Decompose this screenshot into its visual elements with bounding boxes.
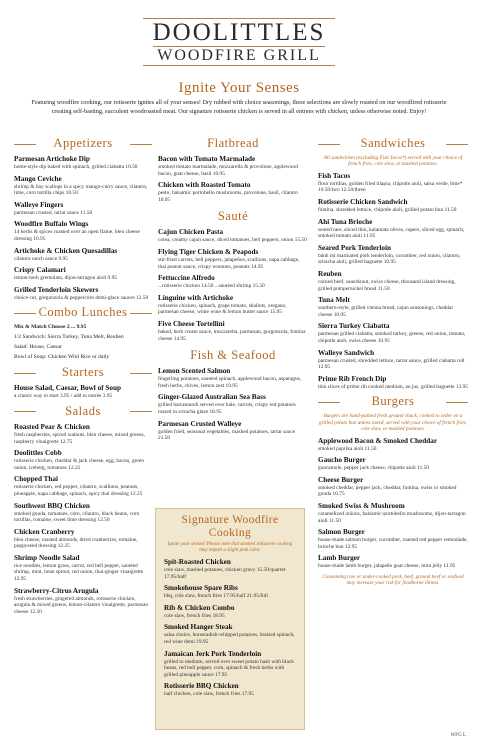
menu-item bbox=[318, 270, 468, 292]
menu-item-description: parmesan crusted, tartar sauce 11.50 bbox=[14, 209, 93, 216]
flatbread-heading: Flatbread bbox=[207, 136, 259, 150]
signature-list bbox=[164, 558, 296, 698]
menu-item-name: Parmesan Artichoke Dip bbox=[14, 155, 90, 163]
combo-sandwich: 1/2 Sandwich: Sierra Turkey, Tuna Melt, Reuben bbox=[14, 334, 124, 341]
menu-item bbox=[318, 322, 468, 344]
menu-item-name: Spit-Roasted Chicken bbox=[164, 558, 231, 566]
menu-item bbox=[14, 266, 152, 282]
sandwiches-note: All sandwiches (excluding Fish Tacos*) served with your choice of french fries, cole slaw, or mashed potatoes. bbox=[323, 155, 463, 168]
menu-item-name: Southwest BBQ Chicken bbox=[14, 501, 90, 510]
menu-item-description: cole slaw, french fries 18.95 bbox=[164, 612, 225, 619]
saute-heading: Sauté bbox=[217, 209, 249, 224]
menu-item-name: Sierra Turkey Ciabatta bbox=[318, 322, 390, 331]
menu-item-name: Mango Ceviche bbox=[14, 174, 62, 183]
menu-item-name: Tuna Melt bbox=[318, 296, 350, 305]
menu-item-name: Prime Rib French Dip bbox=[318, 374, 387, 383]
menu-item bbox=[318, 456, 468, 472]
menu-item-name: Parmesan Crusted Walleye bbox=[158, 419, 242, 428]
left-column bbox=[14, 136, 152, 619]
menu-item bbox=[14, 286, 152, 302]
menu-item-name: Chicken with Roasted Tomato bbox=[158, 181, 251, 190]
menu-item-description: cole slaw, mashed potatoes, chicken gravy 15.50/quarter 17.95/half bbox=[164, 567, 286, 580]
flatbread-list bbox=[158, 155, 308, 203]
menu-item-description: flour tortillas, golden fried tilapia, chipotle aioli, salsa verde, lime* 10.50/two 12.50/three bbox=[318, 180, 463, 194]
menu-item-name: Shrimp Noodle Salad bbox=[14, 553, 80, 562]
salads-heading: Salads bbox=[14, 404, 152, 419]
menu-item bbox=[14, 502, 152, 524]
sandwiches-heading: Sandwiches bbox=[318, 136, 468, 151]
appetizers-heading: Appetizers bbox=[14, 136, 152, 151]
menu-item-name: Strawberry-Citrus Arugula bbox=[14, 586, 99, 595]
menu-item-name: Walleye Fingers bbox=[14, 200, 64, 209]
menu-item-description: smoked cheddar, pepper jack, cheddar, fontina, swiss or smoked gouda 10.75 bbox=[318, 484, 457, 498]
menu-item-description: caramelized onions, balsamic-portobello mushrooms, dijon-tarragon aioli 11.50 bbox=[318, 510, 466, 524]
menu-item bbox=[158, 155, 308, 177]
menu-item-name: Lemon Scented Salmon bbox=[158, 367, 231, 376]
menu-item-description: guacamole, pepper jack cheese, chipotle aioli 11.50 bbox=[318, 465, 430, 472]
menu-item bbox=[14, 554, 152, 583]
menu-item bbox=[318, 349, 468, 371]
logo-subtitle: WOODFIRE GRILL bbox=[153, 46, 326, 65]
menu-item-name: Artichoke & Chicken Quesadillas bbox=[14, 246, 118, 255]
menu-item-name: Lamb Burger bbox=[318, 554, 361, 563]
restaurant-header bbox=[0, 18, 478, 66]
starters-heading: Starters bbox=[14, 365, 152, 380]
middle-column bbox=[158, 136, 308, 446]
burgers-list bbox=[318, 437, 468, 570]
menu-item bbox=[14, 175, 152, 197]
salads-list bbox=[14, 423, 152, 616]
menu-item-description: rotisserie chicken, spinach, grape tomato, shallots, oregano, parmesan cheese, white wine & lemon butter sauce 15.95 bbox=[158, 302, 287, 316]
menu-item-name: Walleye Sandwich bbox=[318, 348, 375, 357]
menu-item-name: Smokehouse Spare Ribs bbox=[164, 584, 238, 593]
menu-item-description: baked, herb cream sauce, mozzarella, parmesan, gorgonzola, fontina cheese 14.95 bbox=[158, 328, 306, 342]
menu-item-description: corned beef, sauerkraut, swiss cheese, thousand island dressing, grilled pumpernickel bread 11.50 bbox=[318, 278, 456, 292]
menu-item-description: ...rotisserie chicken 14.50 ...sautéed shrimp 15.50 bbox=[158, 283, 265, 290]
signature-heading: Signature Woodfire Cooking bbox=[181, 514, 279, 539]
seafood-list bbox=[158, 367, 308, 442]
appetizers-list bbox=[14, 155, 152, 301]
menu-item-description: grilled barramundi served over kale, carrots, crispy red potatoes tossed in sriracha glaze 18.95 bbox=[158, 402, 296, 415]
menu-item-name: Woodfire Buffalo Wings bbox=[14, 220, 89, 229]
menu-item-name: Chopped Thai bbox=[14, 475, 59, 484]
menu-item bbox=[158, 420, 308, 442]
menu-item bbox=[158, 248, 308, 270]
combo-salad: Salad: House, Caesar bbox=[14, 344, 62, 351]
combo-soup: Bowl of Soup: Chicken Wild Rice or daily bbox=[14, 354, 110, 361]
menu-item-description: parmesan crusted, shredded lettuce, tartar sauce, grilled ciabatta roll 12.95 bbox=[318, 357, 465, 371]
menu-item-name: Rotisserie BBQ Chicken bbox=[164, 682, 239, 691]
menu-item-name: Five Cheese Tortellini bbox=[158, 319, 225, 328]
menu-item bbox=[318, 375, 468, 391]
sandwiches-list bbox=[318, 172, 468, 391]
menu-item-name: Fish Tacos bbox=[318, 171, 351, 180]
menu-item bbox=[14, 201, 152, 217]
menu-item-description: bánh mì marinated pork tenderloin, cucumber, red onion, cilantro, sriracha aioli, grilled baguette 10.95 bbox=[318, 252, 461, 266]
menu-item-description: cilantro ranch sauce 9.95 bbox=[14, 255, 68, 262]
menu-item-name: Applewood Bacon & Smoked Cheddar bbox=[318, 436, 438, 445]
menu-item-description: half chicken, cole slaw, french fries 17.95 bbox=[164, 691, 254, 698]
menu-item-description: southern-style, grilled vienna bread, cajun seasonings, cheddar cheese 10.95 bbox=[318, 305, 454, 318]
menu-item-description: stir-fried carrots, bell peppers, jalapeños, scallions, napa cabbage, thai peanut sauce, crispy wontons, peanuts 14.95 bbox=[158, 256, 300, 270]
menu-item bbox=[164, 604, 296, 620]
menu-item bbox=[158, 320, 308, 342]
menu-item-description: smoked tomato marmalade, mozzarella & provolone, applewood bacon, goat cheese, basil 10.95 bbox=[158, 164, 298, 177]
menu-item-name: Jamaican Jerk Pork Tenderloin bbox=[164, 649, 262, 658]
burgers-note: Burgers are hand-pattied fresh ground chuck, cooked to order on a grilled potato bun unless noted, served with your choice of french fries, cole slaw, or mashed potatoes. bbox=[318, 413, 468, 433]
menu-item-description: smoked gouda, tomatoes, corn, cilantro, black beans, corn tortillas, romaine, sweet lime dressing 12.50 bbox=[14, 510, 140, 524]
menu-item bbox=[14, 247, 152, 263]
menu-item-name: Salmon Burger bbox=[318, 528, 365, 537]
menu-item-name: Bacon with Tomato Marmalade bbox=[158, 155, 256, 163]
signature-note: Ignite your senses! Please note that smoked rotisserie cooking may impart a slight pink color. bbox=[167, 542, 293, 553]
menu-item-description: cotea, creamy cajun sauce, diced tomatoes, bell peppers, onion 15.50 bbox=[158, 237, 307, 244]
menu-item bbox=[318, 218, 468, 240]
starter-name: House Salad, Caesar, Bowl of Soup bbox=[14, 384, 121, 393]
menu-item-description: bleu cheese, roasted almonds, dried cranberries, romaine, poppyseed dressing 12.25 bbox=[14, 536, 138, 550]
menu-item bbox=[164, 623, 296, 645]
menu-item bbox=[318, 502, 468, 524]
menu-item bbox=[318, 198, 468, 214]
menu-item bbox=[318, 296, 468, 318]
menu-item-description: fingerling potatoes, sautéed spinach, applewood bacon, asparagus, fresh herbs, chives, lemon zest 19.95 bbox=[158, 376, 302, 389]
menu-item bbox=[14, 587, 152, 616]
combo-heading: Combo Lunches bbox=[14, 305, 152, 320]
menu-item bbox=[14, 528, 152, 550]
menu-item bbox=[318, 437, 468, 453]
menu-item-description: rice noodles, lemon grass, carrot, red bell pepper, sautéed shrimp, mint, bean sprout, red onion, thai-ginger vinaigrette 12.95 bbox=[14, 562, 144, 583]
menu-item bbox=[318, 528, 468, 550]
burgers-heading: Burgers bbox=[318, 394, 468, 409]
menu-item bbox=[14, 220, 152, 242]
menu-item-description: shrimp & bay scallops in a spicy mango-curry sauce, cilantro, lime, corn tortilla chips 10.50 bbox=[14, 183, 148, 197]
intro-title: Ignite Your Senses bbox=[178, 80, 300, 96]
menu-item-name: Ahi Tuna Brioche bbox=[318, 217, 373, 226]
menu-item-name: Gaucho Burger bbox=[318, 456, 366, 465]
menu-item-name: Chicken Cranberry bbox=[14, 527, 75, 536]
menu-item-name: Smoked Hanger Steak bbox=[164, 623, 233, 632]
menu-item bbox=[164, 584, 296, 600]
menu-code: WFG L bbox=[450, 733, 466, 738]
menu-item-name: Seared Pork Tenderloin bbox=[318, 243, 391, 252]
menu-item-name: Flying Tiger Chicken & Peapods bbox=[158, 247, 259, 256]
menu-item-name: Rotisserie Chicken Sandwich bbox=[318, 198, 408, 206]
menu-item-name: Grilled Tenderloin Skewers bbox=[14, 285, 99, 294]
menu-item bbox=[164, 682, 296, 698]
menu-item-name: Cheese Burger bbox=[318, 475, 364, 484]
menu-item bbox=[158, 181, 308, 203]
menu-item-name: Ginger-Glazed Australian Sea Bass bbox=[158, 393, 266, 402]
menu-item-description: salsa choice, horseradish-whipped potatoes, braised spinach, red wine demi 19.95 bbox=[164, 632, 295, 645]
intro-text: Featuring woodfire cooking, our rotisserie ignites all of your senses! Dry rubbed with choice seasonings, these selections are slowly roasted on our woodfired rotisserie creating self-basting, succulent woodroasted meat. Our signature rotisserie chicken is served in all entrees with chicken, unless otherwise noted. Enjoy! bbox=[31, 99, 447, 115]
menu-item bbox=[318, 476, 468, 498]
menu-item-description: rotisserie chicken, cheddar & jack cheese, egg, bacon, green onion, iceberg, tomatoes 12.25 bbox=[14, 458, 144, 471]
starter-item bbox=[14, 384, 152, 400]
menu-item bbox=[318, 554, 468, 570]
menu-item bbox=[318, 172, 468, 194]
menu-item bbox=[158, 228, 308, 244]
menu-item-description: smoked paprika aioli 11.50 bbox=[318, 445, 377, 452]
menu-item-description: fontina, shredded lettuce, chipotle aioli, grilled potato bun 11.50 bbox=[318, 207, 457, 213]
logo bbox=[143, 18, 336, 66]
menu-item bbox=[14, 475, 152, 497]
menu-item-description: home-style dip baked with spinach, grilled ciabatta 10.50 bbox=[14, 164, 138, 170]
menu-item-name: Rib & Chicken Combo bbox=[164, 603, 235, 612]
menu-item-name: Doolittles Cobb bbox=[14, 449, 62, 458]
menu-item bbox=[318, 244, 468, 266]
menu-item-name: Cajun Chicken Pasta bbox=[158, 228, 224, 237]
menu-item bbox=[164, 650, 296, 679]
menu-item-name: Fettuccine Alfredo bbox=[158, 274, 215, 283]
menu-item-name: Linguine with Artichoke bbox=[158, 293, 234, 302]
menu-item-name: Reuben bbox=[318, 269, 342, 278]
menu-item bbox=[158, 294, 308, 316]
menu-item-description: bbq, cole slaw, french fries 17.95/half 21.95/full bbox=[164, 593, 268, 600]
foodborne-warning: Consuming raw or under-cooked pork, beef, ground beef or seafood may increase your risk for foodborne illness. bbox=[322, 573, 464, 587]
menu-item-description: pesto, balsamic portobello mushrooms, provolone, basil, cilantro 10.95 bbox=[158, 190, 298, 203]
menu-item-name: Roasted Pear & Chicken bbox=[14, 422, 90, 431]
menu-item bbox=[14, 155, 152, 171]
menu-item-name: Crispy Calamari bbox=[14, 266, 66, 275]
menu-item-description: parmesan grilled ciabatta, smoked turkey, greens, red onion, tomato, chipotle aioli, swiss cheese 10.95 bbox=[318, 331, 466, 344]
combo-mix-match: Mix & Match Choose 2 ... 9.95 bbox=[14, 324, 87, 331]
menu-item bbox=[158, 367, 308, 389]
menu-item bbox=[164, 558, 296, 580]
menu-item-description: golden fried, seasonal vegetables, mashed potatoes, tartar sauce 21.50 bbox=[158, 428, 296, 442]
menu-item-description: lemon-herb gremolata, dijon-tarragon aioli 9.95 bbox=[14, 275, 117, 282]
seafood-heading: Fish & Seafood bbox=[190, 348, 276, 363]
menu-item-description: fresh strawberries, gingered almonds, rotisserie chicken, arugula & mixed greens, lemon-cilantro vinaigrette, parmesan cheese 12.50 bbox=[14, 595, 149, 615]
logo-title: DOOLITTLES bbox=[152, 19, 326, 46]
menu-item-description: rotisserie chicken, red pepper, cilantro, scallions, peanuts, pineapple, napa cabbage, spinach, spicy thai dressing 12.25 bbox=[14, 484, 143, 497]
menu-item-description: fresh raspberries, spiced walnuts, bleu cheese, mixed greens, raspberry vinaigrette 12.75 bbox=[14, 431, 145, 445]
menu-item-description: thin slices of prime rib cooked medium, au jus, grilled baguette 13.95 bbox=[318, 383, 469, 390]
menu-item-description: choice cut, gorgonzola & peppercorn demi-glace sauces 12.50 bbox=[14, 294, 149, 301]
menu-item-name: Smoked Swiss & Mushroom bbox=[318, 501, 405, 510]
menu-item bbox=[158, 393, 308, 415]
menu-item-description: house-made lamb burger, jalapeño goat cheese, mint jelly 11.95 bbox=[318, 563, 456, 570]
menu-item-description: 14 herbs & spices roasted over an open flame, bleu cheese dressing 10.95 bbox=[14, 229, 140, 242]
menu-item bbox=[14, 423, 152, 445]
right-column bbox=[318, 136, 468, 591]
menu-item-description: grilled to medium, served over sweet potato hash with black beans, red bell pepper, corn, spinach & fresh herbs with grilled pineapple sauce 17.95 bbox=[164, 658, 294, 678]
menu-item-description: seared rare, sliced thin, kalamata olives, capers, sliced egg, spinach, smoked tomato aioli 11.95 bbox=[318, 226, 465, 240]
menu-item bbox=[158, 274, 308, 290]
menu-item-description: house-made salmon burger, cucumber, roasted red pepper remoulade, brioche bun 12.95 bbox=[318, 537, 468, 550]
menu-item bbox=[14, 449, 152, 471]
starter-desc: a classic way to start 3.95 / add to entrée 3.95 bbox=[14, 393, 113, 400]
signature-box bbox=[155, 508, 305, 730]
saute-list bbox=[158, 228, 308, 342]
